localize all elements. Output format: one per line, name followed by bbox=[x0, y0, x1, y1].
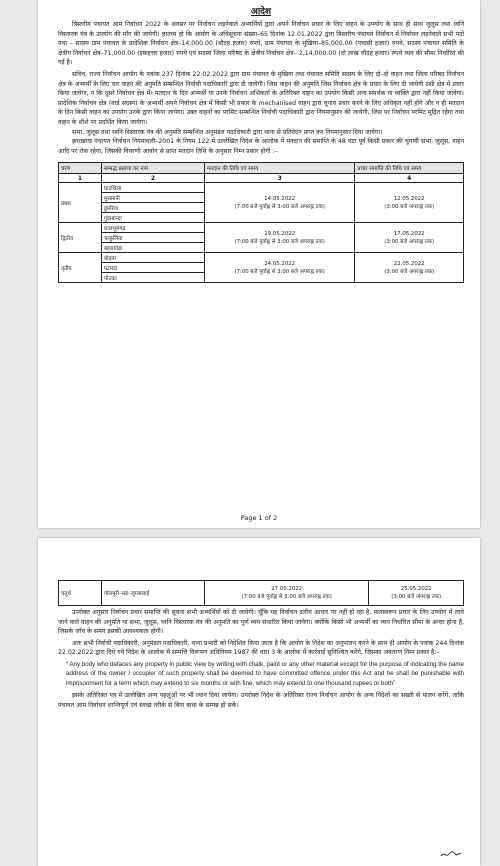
paragraph-defacement-directive: अतः सभी निर्वाची पदाधिकारी, अनुमंडल पदाधिकारी, थाना प्रभारी को निदेशित किया जाता है कि आयोग के निदेश का अनुपालन करने के साथ ही आयोग के पत्रांक 244 दिनांक 22.02.2022 द्वारा दिये गये निदेश के आलोक में सम्पत्ति विरूपण अधिनियम 1987 की धारा 3 के आलोक में कार्रवाई सुनिश्चित करेंगे, जिसका अवतरण निम्न प्रकार है:– bbox=[58, 639, 464, 657]
block-cell: मुसाबनी bbox=[102, 193, 205, 203]
schedule-table bbox=[58, 162, 464, 283]
header-blocks: सम्बद्ध प्रखण्ड का नाम bbox=[102, 163, 205, 174]
block-cell: गुड़ाबान्दा bbox=[102, 213, 205, 223]
paragraph-vehicle-permits: सचिव, राज्य निर्वाचन आयोग के पत्रांक 237 दिनांक 22.02.2022 द्वारा ग्राम पंचायत के मुखिया तथा पंचायत समिति सदस्य के लिए दो–दो वाहन तथा जिला परिषद निर्वाचन क्षेत्र के अभ्यर्थी के लिए चार वाहन की अनुमति सम्बन्धित निर्वाची पदाधिकारी द्वारा दी जायेगी। जिस वाहन की अनुमति जिस निर्वाचन क्षेत्र के प्रचार के लिए दी जायेगी उसी क्षेत्र में प्रचार किया जायेगा, न कि दूसरे निर्वाचन क्षेत्र में। मतदान के दिन अभ्यर्थी या उनके निर्वाचन अभिकर्ता के अतिरिक्त वाहन का उपयोग किसी अन्य समर्थक या व्यक्ति द्वारा नहीं किया जायेगा। प्रादेशिक निर्वाचन क्षेत्र (वार्ड सदस्य) के अभ्यर्थी अपने निर्वाचन क्षेत्र में किसी भी प्रकार के mechanised वाहन द्वारा चुनाव प्रचार करने के लिए अधिकृत नहीं होंगे और न ही मतदान के दिन किसी वाहन का उपयोग उनके द्वारा किया जायेगा। उक्त वाहनों का परमिट सम्बन्धित निर्वाची पदाधिकारी द्वारा नियमानुसार की जायेगी, जिस पर निर्वाचन परमिट मुद्रित रहेगा तथा वाहन के शीशे पर प्रदर्शित किया जायेगा। bbox=[58, 70, 464, 126]
end-time: (3:00 बजे अपराह्न तक) bbox=[391, 594, 442, 600]
signature-scribble-icon bbox=[440, 849, 462, 859]
header-phase: चरण bbox=[59, 163, 102, 174]
block-cell: चाकुलिया bbox=[102, 233, 205, 243]
end-time: (3:00 बजे अपराह्न तक) bbox=[384, 203, 435, 210]
document-page-1 bbox=[38, 0, 480, 528]
poll-date: 24.05.2022 bbox=[264, 260, 296, 267]
phase-cell: चतुर्थ bbox=[59, 581, 102, 606]
paragraph-rally-permission: सभा, जुलूस तथा ध्वनि विस्तारक यंत्र की अनुमति सम्बन्धित अनुमंडल पदाधिकारी द्वारा थाना से प्रतिवेदन प्राप्त कर नियमानुसार दिया जायेगा। bbox=[72, 128, 383, 136]
page-title: आदेश bbox=[250, 7, 272, 17]
phase-cell: तृतीय bbox=[59, 253, 102, 283]
block-cell: डुमरिया bbox=[102, 203, 205, 213]
poll-date: 19.05.2022 bbox=[264, 230, 296, 237]
table-header-row bbox=[59, 163, 464, 174]
column-number: 3 bbox=[205, 174, 355, 183]
poll-cell bbox=[205, 183, 355, 223]
document-page-2 bbox=[38, 538, 480, 866]
block-cell: घाटशिला bbox=[102, 183, 205, 193]
column-number: 2 bbox=[102, 174, 205, 183]
end-date: 12.05.2022 bbox=[393, 195, 425, 202]
poll-time: (7:00 बजे पूर्वाह्न से 3:00 बजे अपराह्न तक) bbox=[234, 203, 325, 210]
phase-cell: द्वितीय bbox=[59, 223, 102, 253]
end-date: 22.05.2022 bbox=[393, 260, 425, 267]
end-cell bbox=[355, 183, 464, 223]
paragraph-expense-accounting: उपरोक्त अनुसार निर्वाचन प्रचार समाप्ति की सूचना सभी अभ्यर्थियों को दी जायेगी। चूँकि यह निर्वाचन दलीय आधार पर नहीं हो रहा है, फलस्वरूप प्रचार के लिए उपयोग में लाये जाने वाले वाहन की अनुमति या सभा, जुलूस, ध्वनि विस्तारक यंत्र की अनुमति का पूर्ण व्यय संधारित किया जायेगा। क्योंकि किसी भी अभ्यर्थी का व्यय निर्धारित सीमा के अन्दर होना है, जिसके जाँच के समय इसकी आवश्यकता होगी। bbox=[58, 609, 464, 636]
end-cell bbox=[369, 581, 464, 606]
quoted-act-section: “ Any body who defaces any property in public view by writing with chalk, paint or any other material except for the purpose of indicating the name address of the owner / occupier of such property shall be deemed to have committed offence under this Act and he shall be punishable with imprisonment for a term which may extend to six months or with fine, which may extend to one thousand rupees or both” bbox=[66, 660, 464, 687]
end-time: (3:00 बजे अपराह्न तक) bbox=[384, 268, 435, 275]
end-date: 25.05.2022 bbox=[400, 586, 432, 592]
column-number: 1 bbox=[59, 174, 102, 183]
page-footer: Page 1 of 2 bbox=[240, 514, 278, 522]
block-cell: पोटका bbox=[102, 273, 205, 283]
table-row bbox=[59, 223, 464, 233]
block-cell: बहरागोड़ा bbox=[102, 243, 205, 253]
block-cell: धालभूमगढ़ bbox=[102, 223, 205, 233]
block-cell: गोलमुरी–सह–जुगसलाई bbox=[102, 581, 205, 606]
poll-date: 14.05.2022 bbox=[264, 195, 296, 202]
end-date: 17.05.2022 bbox=[393, 230, 425, 237]
paragraph-rule-122: झारखण्ड पंचायत निर्वाचन नियमावली–2001 के नियम 122 में उल्लेखित निदेश के आलोक में मतदान की समाप्ति के 48 घंटा पूर्व किसी प्रकार की चुनावी सभा, जुलूस, वाहन आदि पर रोक रहेगा, जिसकी विवरणी आयोग से प्राप्त मतदान तिथि के अनुसार निम्न प्रकार होगी :– bbox=[58, 138, 464, 155]
poll-cell bbox=[205, 223, 355, 253]
poll-time: (7:00 बजे पूर्वाह्न से 3:00 बजे अपराह्न तक) bbox=[241, 594, 332, 600]
poll-time: (7:00 बजे पूर्वाह्न से 3:00 बजे अपराह्न तक) bbox=[234, 238, 325, 245]
table-row bbox=[59, 581, 464, 606]
column-number: 4 bbox=[355, 174, 464, 183]
table-row bbox=[59, 253, 464, 263]
header-campaign-end: प्रचार समाप्ति की तिथि एवं समय bbox=[355, 163, 464, 174]
header-poll-date: मतदान की तिथि एवं समय bbox=[205, 163, 355, 174]
table-row bbox=[59, 183, 464, 193]
block-cell: बोड़ाम bbox=[102, 253, 205, 263]
schedule-table-continued bbox=[58, 580, 464, 606]
poll-cell bbox=[205, 581, 369, 606]
end-cell bbox=[355, 223, 464, 253]
end-time: (3:00 बजे अपराह्न तक) bbox=[384, 238, 435, 245]
paragraph-expense-limits: त्रिस्तरीय पंचायत आम निर्वाचन 2022 के अवसर पर निर्वाचन लड़नेवाले अभ्यर्थियों द्वारा अपने निर्वाचन प्रचार के लिए वाहन के उपयोग के साथ ही साथ जुलूस तथा ध्वनि विस्तारक यंत्र के उपयोग की माँग की जायेगी। ज्ञातव्य हो कि आयोग के अधिसूचना संख्या–65 दिनांक 12.01.2022 द्वारा त्रिस्तरीय पंचायत निर्वाचन में निर्वाचन लड़नेवाले सभी पदों यथा – सदस्य ग्राम पंचायत के प्रादेशिक निर्वाचन क्षेत्र–14,000.00 (चौदह हजार) रुपये, ग्राम पंचायत के मुखिया–85,000.00 (पचासी हजार) रुपये, सदस्य पंचायत समिति के क्षेत्रीय निर्वाचन क्षेत्र–71,000.00 (इकहत्तर हजार) रुपये एवं सदस्य जिला परिषद के क्षेत्रीय निर्वाचन क्षेत्र– 2,14,000.00 (दो लाख चौदह हजार) रुपये व्यय की सीमा निर्धारित की गई है। bbox=[58, 21, 464, 67]
end-cell bbox=[355, 253, 464, 283]
poll-date: 27.05.2022 bbox=[271, 586, 303, 592]
phase-cell: प्रथम bbox=[59, 183, 102, 223]
block-cell: पटमदा bbox=[102, 263, 205, 273]
paragraph-closing: इसके अतिरिक्त पत्र में उल्लेखित अन्य पहलुओं पर भी ध्यान दिया जायेगा। उपरोक्त निदेश के अतिरिक्त राज्य निर्वाचन आयोग के अन्य निदेशों का सख्ती से पालन करेंगे, ताकि पंचायत आम निर्वाचन शान्तिपूर्ण एवं स्वच्छ तरीके से बिना बाधा के सम्पन्न हो सकें। bbox=[58, 692, 464, 709]
signature-mark bbox=[440, 849, 462, 862]
column-number-row bbox=[59, 174, 464, 183]
poll-cell bbox=[205, 253, 355, 283]
poll-time: (7:00 बजे पूर्वाह्न से 3:00 बजे अपराह्न तक) bbox=[234, 268, 325, 275]
